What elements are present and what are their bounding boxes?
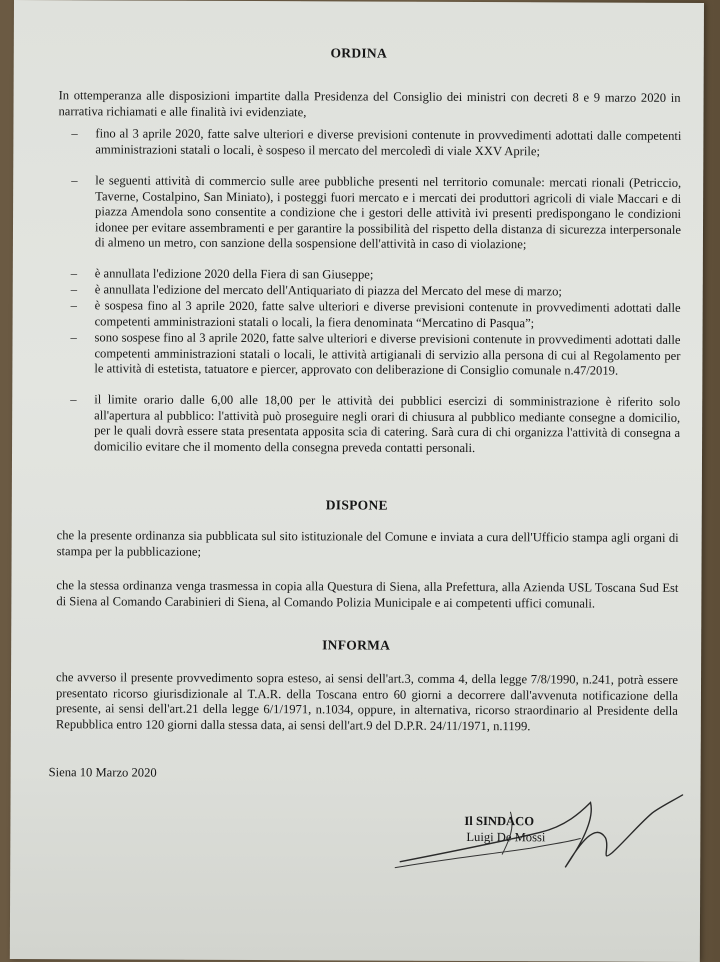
list-item-text: le seguenti attività di commercio sulle aree pubbliche presenti nel territorio comunale: mercati rionali (Petriccio, Taverne, Costalpino, San Miniato), i posteggi fuori mercato e i mercati dei produttori agricoli di viale Maccari e di piazza Amendola sono consentite a condizione che i gestori delle attività ivi presenti predispongano le condizioni idonee per evitare assembramenti e per garantire la possibilità del rispetto della distanza di sicurezza interpersonale di almeno un metro, con sanzione della sospensione dell'attività in caso di violazione; (94, 173, 682, 252)
document-page (10, 0, 704, 962)
list-item (70, 392, 681, 457)
list-item (70, 298, 681, 332)
list-item (71, 173, 682, 254)
list-item-text: è sospesa fino al 3 aprile 2020, fatte salve ulteriori e diverse previsioni contenute in provvedimenti adottati dalle competenti amministrazioni statali o locali, la fiera denominata “Mercatino di Pasqua”; (94, 298, 681, 330)
document-date: Siena 10 Marzo 2020 (48, 765, 157, 780)
informa-paragraph: che avverso il presente provvedimento sopra esteso, ai sensi dell'art.3, comma 4, della legge 7/8/1990, n.241, potrà essere presentato ricorso giurisdizionale al T.A.R. della Toscana entro 60 giorni a decorrere dall'avvenuta notificazione della presente, ai sensi dell'art.21 della legge 6/1/1971, n.1034, oppure, in alternativa, ricorso straordinario al Presidente della Repubblica entro 120 giorni dalla stessa data, ai sensi dell'art.9 del D.P.R. 24/11/1971, n.1199. (55, 670, 679, 734)
list-item (71, 126, 682, 160)
list-item (70, 330, 681, 379)
dispone-paragraph-2: che la stessa ordinanza venga trasmessa in copia alla Questura di Siena, alla Prefettura, alla Azienda USL Toscana Sud Est di Siena al Comando Carabinieri di Siena, al Comando Polizia Municipale e ai competenti uffici comunali. (56, 578, 679, 611)
dash-bullet: – (70, 282, 78, 297)
dash-bullet: – (71, 126, 78, 141)
heading-informa: INFORMA (322, 637, 391, 653)
intro-paragraph: In ottemperanza alle disposizioni impartite dalla Presidenza del Consiglio dei ministri con decreti 8 e 9 marzo 2020 in narrativa richiamati e alle finalità ivi evidenziate, (58, 88, 681, 119)
list-item-text: è annullata l'edizione del mercato dell'Antiquariato di piazza del Mercato del mese di marzo; (94, 282, 562, 299)
dash-bullet: – (70, 298, 77, 313)
heading-ordina: ORDINA (330, 45, 388, 61)
dash-bullet: – (70, 330, 77, 345)
signatory-title: Il SINDACO (464, 813, 535, 829)
list-item-text: il limite orario dalle 6,00 alle 18,00 per le attività dei pubblici esercizi di somministrazione è riferito solo all'apertura al pubblico: l'attività può proseguire negli orari di chiusura al pubblico mediante consegne a domicilio, per le quali dovrà essere stata presentata apposita scia di catering. Sarà cura di chi organizza l'attività di consegna a domicilio evitare che il momento della consegna preveda contatti personali. (94, 392, 681, 455)
heading-dispone: DISPONE (325, 497, 388, 513)
signatory-name: Luigi De Mossi (466, 829, 546, 845)
list-item-text: sono sospese fino al 3 aprile 2020, fatte salve ulteriori e diverse previsioni contenute in provvedimenti adottati dalle competenti amministrazioni statali o locali, le attività artigianali di servizio alla persona di cui al Regolamento per le attività di estetista, tatuatore e piercer, approvato con deliberazione di Consiglio comunale n.47/2019. (94, 330, 681, 378)
dispone-paragraph-1: che la presente ordinanza sia pubblicata sul sito istituzionale del Comune e inviata a cura dell'Ufficio stampa agli organi di stampa per la pubblicazione; (56, 528, 679, 559)
list-item-text: è annullata l'edizione 2020 della Fiera di san Giuseppe; (94, 266, 374, 282)
dash-bullet: – (70, 266, 78, 281)
list-item-text: fino al 3 aprile 2020, fatte salve ulteriori e diverse previsioni contenute in provvedimenti adottati dalle competenti amministrazioni statali o locali, è sospeso il mercato del mercoledì di viale XXV Aprile; (95, 126, 682, 158)
dash-bullet: – (71, 173, 78, 188)
dash-bullet: – (70, 392, 77, 407)
